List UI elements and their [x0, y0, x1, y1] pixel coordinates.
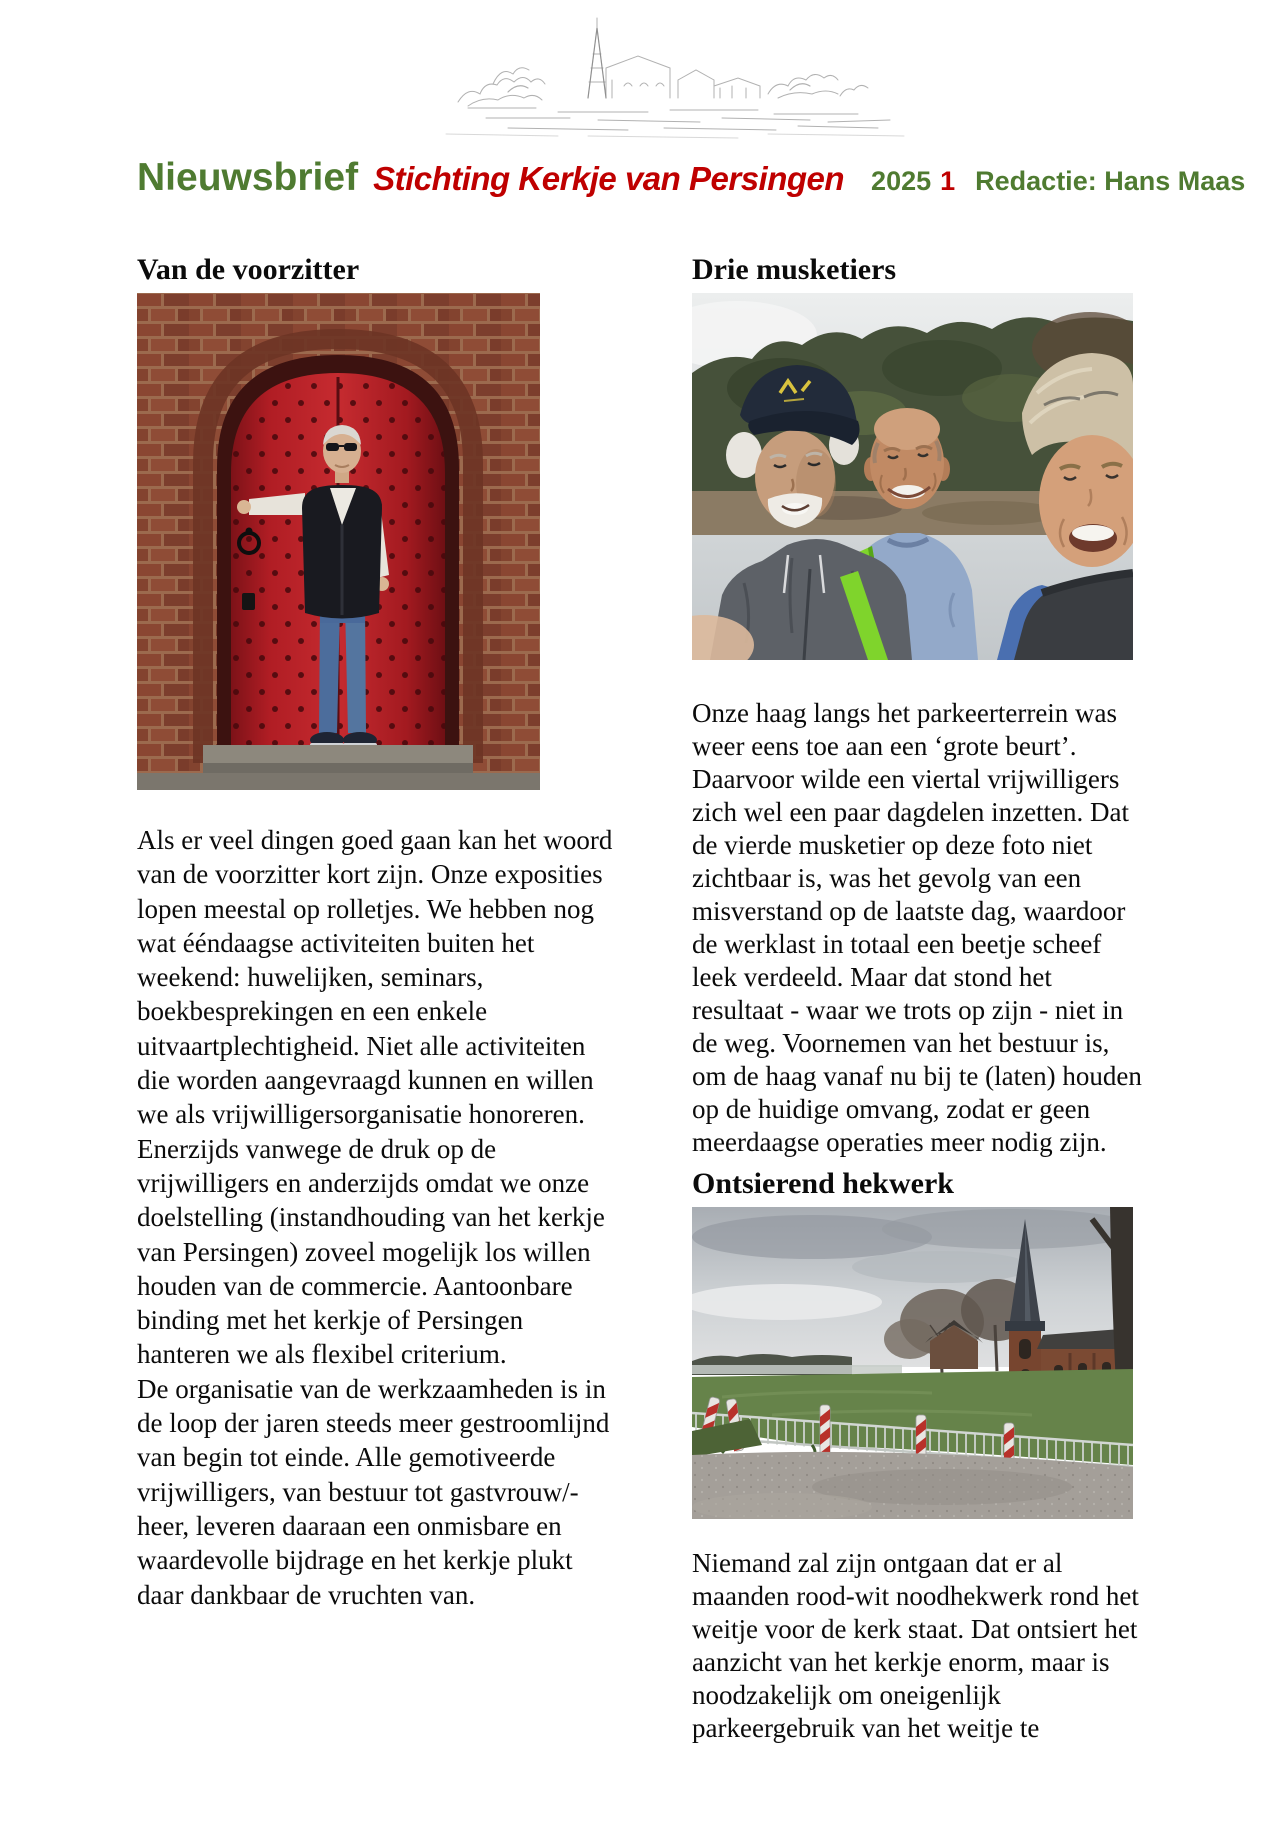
left-column — [137, 255, 615, 1612]
edition-issue: 1 — [940, 166, 956, 196]
bald-head — [874, 408, 940, 450]
voorzitter-paragraph-1: Als er veel dingen goed gaan kan het woord van de voorzitter kort zijn. Onze exposities lopen meestal op rolletjes. We hebben nog wat ééndaagse activiteiten buiten het weekend: huwelijken, seminars, boekbesprekingen en een enkele uitvaartplechtigheid. Niet alle activiteiten die worden aangevraagd kunnen en willen we als vrijwilligersorganisatie honoreren. Enerzijds vanwege de druk op de vrijwilligers en anderzijds omdat we onze doelstelling (instandhouding van het kerkje van Persingen) zoveel mogelijk los willen houden van de commercie. Aantoonbare binding met het kerkje of Persingen hanteren we als flexibel criterium. — [137, 825, 613, 1370]
hekwerk-photo — [692, 1207, 1133, 1519]
stone-step — [203, 745, 473, 763]
musketiers-paragraph: Onze haag langs het parkeerterrein was weer eens toe aan een ‘grote beurt’. Daarvoor wilde een viertal vrijwilligers zich wel een paar dagdelen inzetten. Dat de vierde musketier op deze foto niet zichtbaar is, was het gevolg van een misverstand op de laatste dag, waardoor de werklast in totaal een beetje scheef leek verdeeld. Maar dat stond het resultaat - waar we trots op zijn - niet in de weg. Voornemen van het bestuur is, om de haag vanaf nu bij te (laten) houden op de huidige omvang, zodat er geen meerdaagse operaties meer nodig zijn. — [692, 698, 1142, 1157]
article-heading-hekwerk: Ontsierend hekwerk — [692, 1167, 954, 1200]
voorzitter-article-text — [137, 823, 615, 1612]
musketiers-photo — [692, 293, 1133, 660]
editor-credit: Redactie: Hans Maas — [975, 166, 1246, 196]
voorzitter-paragraph-2: De organisatie van de werkzaamheden is in de loop der jaren steeds meer gestroomlijnd van begin tot einde. Alle gemotiveerde vrijwilligers, van bestuur tot gastvrouw/-heer, leveren daaraan een onmisbare en waardevolle bijdrage en het kerkje plukt daar dankbaar de vruchten van. — [137, 1373, 610, 1610]
article-heading-voorzitter: Van de voorzitter — [137, 253, 360, 286]
door-handle — [242, 593, 255, 610]
edition-year: 2025 — [871, 166, 932, 196]
sunglasses — [326, 443, 339, 451]
right-column — [692, 255, 1150, 1745]
musketiers-article-text — [692, 697, 1150, 1159]
church-sketch-drawing — [438, 6, 912, 142]
hekwerk-paragraph: Niemand zal zijn ontgaan dat er al maanden rood-wit noodhekwerk rond het weitje voor de kerk staat. Dat ontsiert het aanzicht van het kerkje enorm, maar is noodzakelijk om oneigenlijk parkeergebruik van het weitje te — [692, 1548, 1139, 1743]
organization-name: Stichting Kerkje van Persingen — [373, 160, 845, 197]
hekwerk-article-text — [692, 1547, 1150, 1745]
newsletter-title: Nieuwsbrief — [137, 156, 359, 199]
newsletter-header — [137, 156, 1246, 200]
voorzitter-photo — [137, 293, 540, 790]
article-heading-musketiers: Drie musketiers — [692, 253, 897, 286]
